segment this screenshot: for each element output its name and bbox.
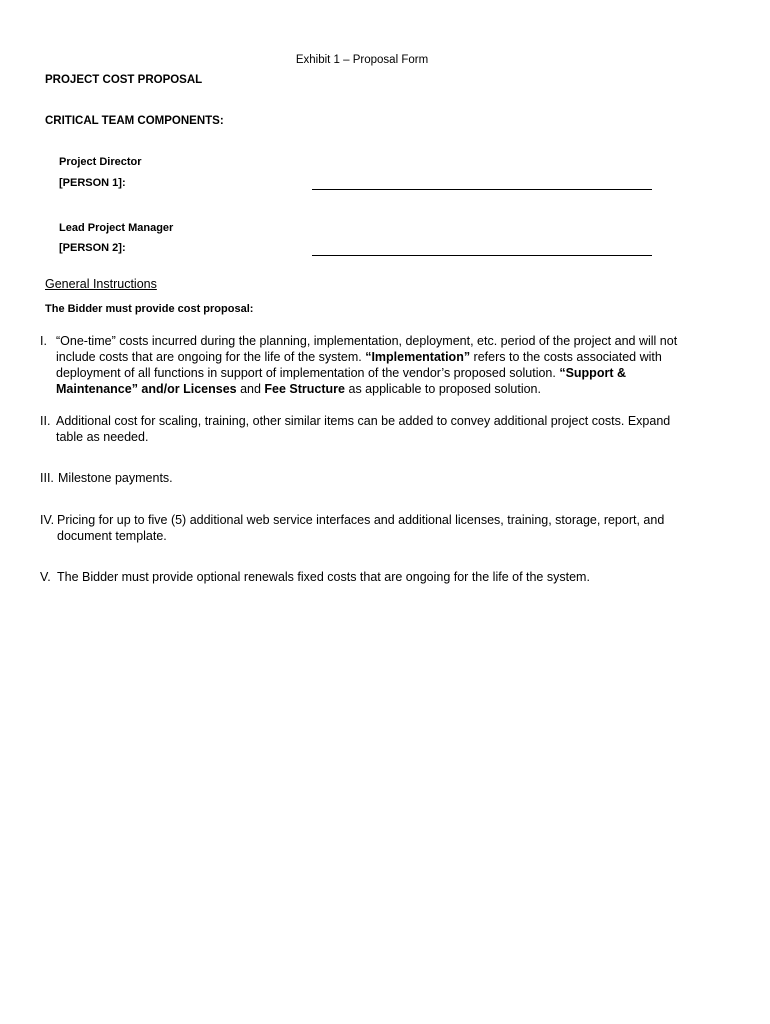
- person-label-2: [PERSON 2]:: [59, 242, 126, 254]
- list-item-number: III.: [40, 471, 54, 485]
- list-item-text: Pricing for up to five (5) additional web service interfaces and additional licenses, training, storage, report, and document template.: [57, 513, 665, 543]
- list-item-number: II.: [40, 414, 51, 428]
- document-title: PROJECT COST PROPOSAL: [45, 74, 203, 86]
- list-item-number: V.: [40, 570, 51, 584]
- instructions-intro: The Bidder must provide cost proposal:: [45, 303, 254, 315]
- list-item-text: Milestone payments.: [58, 471, 173, 485]
- list-item-text: Additional cost for scaling, training, other similar items can be added to convey additional project costs. Expand table as needed.: [56, 414, 671, 444]
- signature-line-1[interactable]: [312, 189, 652, 190]
- list-item-number: I.: [40, 334, 47, 348]
- exhibit-label: Exhibit 1 – Proposal Form: [295, 54, 429, 66]
- role-label-lead-project-manager: Lead Project Manager: [59, 222, 174, 234]
- section-heading: CRITICAL TEAM COMPONENTS:: [45, 115, 224, 127]
- list-item-number: IV.: [40, 513, 55, 527]
- list-item-text: The Bidder must provide optional renewals fixed costs that are ongoing for the life of the system.: [57, 570, 590, 584]
- role-label-project-director: Project Director: [59, 156, 142, 168]
- list-item-text: “One-time” costs incurred during the planning, implementation, deployment, etc. period of the project and will not include costs that are ongoing for the life of the system. “Implementation” refers to the costs associated with deployment of all functions in support of implementation of the vendor’s proposed solution. “Support & Maintenance” and/or Licenses and Fee Structure as applicable to proposed solution.: [56, 334, 678, 396]
- person-label-1: [PERSON 1]:: [59, 177, 126, 189]
- signature-line-2[interactable]: [312, 255, 652, 256]
- instructions-heading: General Instructions: [45, 277, 157, 291]
